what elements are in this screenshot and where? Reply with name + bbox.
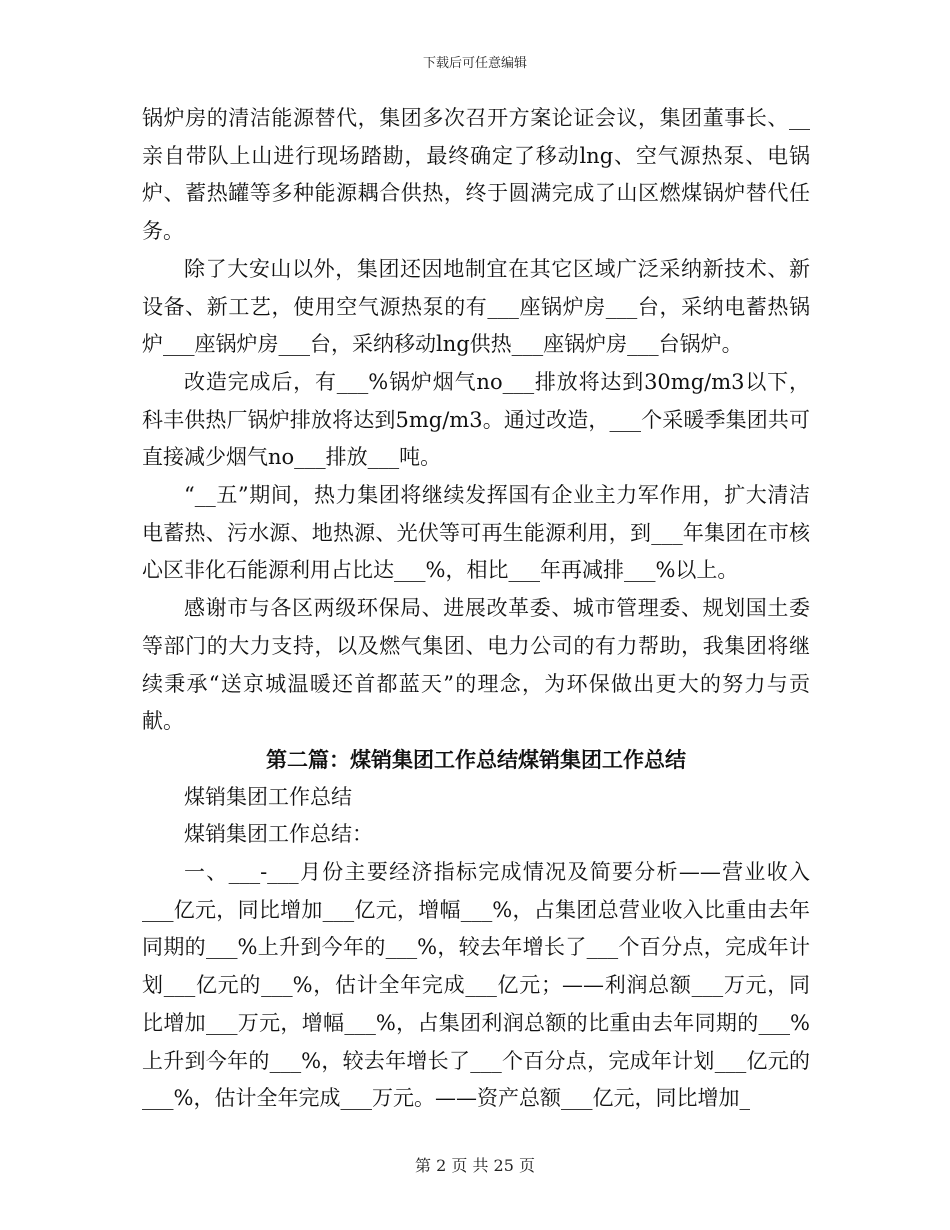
section-heading: 第二篇：煤销集团工作总结煤销集团工作总结 (266, 746, 686, 772)
document-body (142, 100, 810, 1118)
paragraph: 除了大安山以外，集团还因地制宜在其它区域广泛采纳新技术、新设备、新工艺，使用空气源热泵的有___座锅炉房___台，采纳电蓄热锅炉___座锅炉房___台，采纳移动lng供热___座锅炉房___台锅炉。 (142, 256, 810, 357)
paragraph: “__五”期间，热力集团将继续发挥国有企业主力军作用，扩大清洁电蓄热、污水源、地热源、光伏等可再生能源利用，到___年集团在市核心区非化石能源利用占比达___%，相比___年再减排___%以上。 (142, 483, 810, 583)
paragraph: 感谢市与各区两级环保局、进展改革委、城市管理委、规划国土委等部门的大力支持，以及燃气集团、电力公司的有力帮助，我集团将继续秉承“送京城温暖还首都蓝天”的理念，为环保做出更大的努力与贡献。 (142, 596, 810, 734)
paragraph-continued: 锅炉房的清洁能源替代，集团多次召开方案论证会议，集团董事长、__亲自带队上山进行现场踏勘，最终确定了移动lng、空气源热泵、电锅炉、蓄热罐等多种能源耦合供热，终于圆满完成了山区燃煤锅炉替代任务。 (142, 106, 810, 244)
section-paragraph: 一、___-___月份主要经济指标完成情况及简要分析——营业收入___亿元，同比增加___亿元，增幅___%，占集团总营业收入比重由去年同期的___%上升到今年的___%，较去年增长了___个百分点，完成年计划___亿元的___%，估计全年完成___亿元；——利润总额___万元，同比增加___万元，增幅___%，占集团利润总额的比重由去年同期的___%上升到今年的___%，较去年增长了___个百分点，完成年计划___亿元的___%，估计全年完成___万元。——资产总额___亿元，同比增加_ (142, 860, 810, 1111)
section-paragraph: 煤销集团工作总结： (184, 822, 373, 847)
section-paragraph: 煤销集团工作总结 (184, 784, 352, 809)
paragraph: 改造完成后，有___%锅炉烟气no___排放将达到30mg/m3以下，科丰供热厂锅炉排放将达到5mg/m3。通过改造，___个采暖季集团共可直接减少烟气no___排放___吨。 (142, 369, 810, 470)
page-header-note: 下载后可任意编辑 (422, 56, 527, 71)
page-number: 第 2 页 共 25 页 (415, 1156, 535, 1175)
